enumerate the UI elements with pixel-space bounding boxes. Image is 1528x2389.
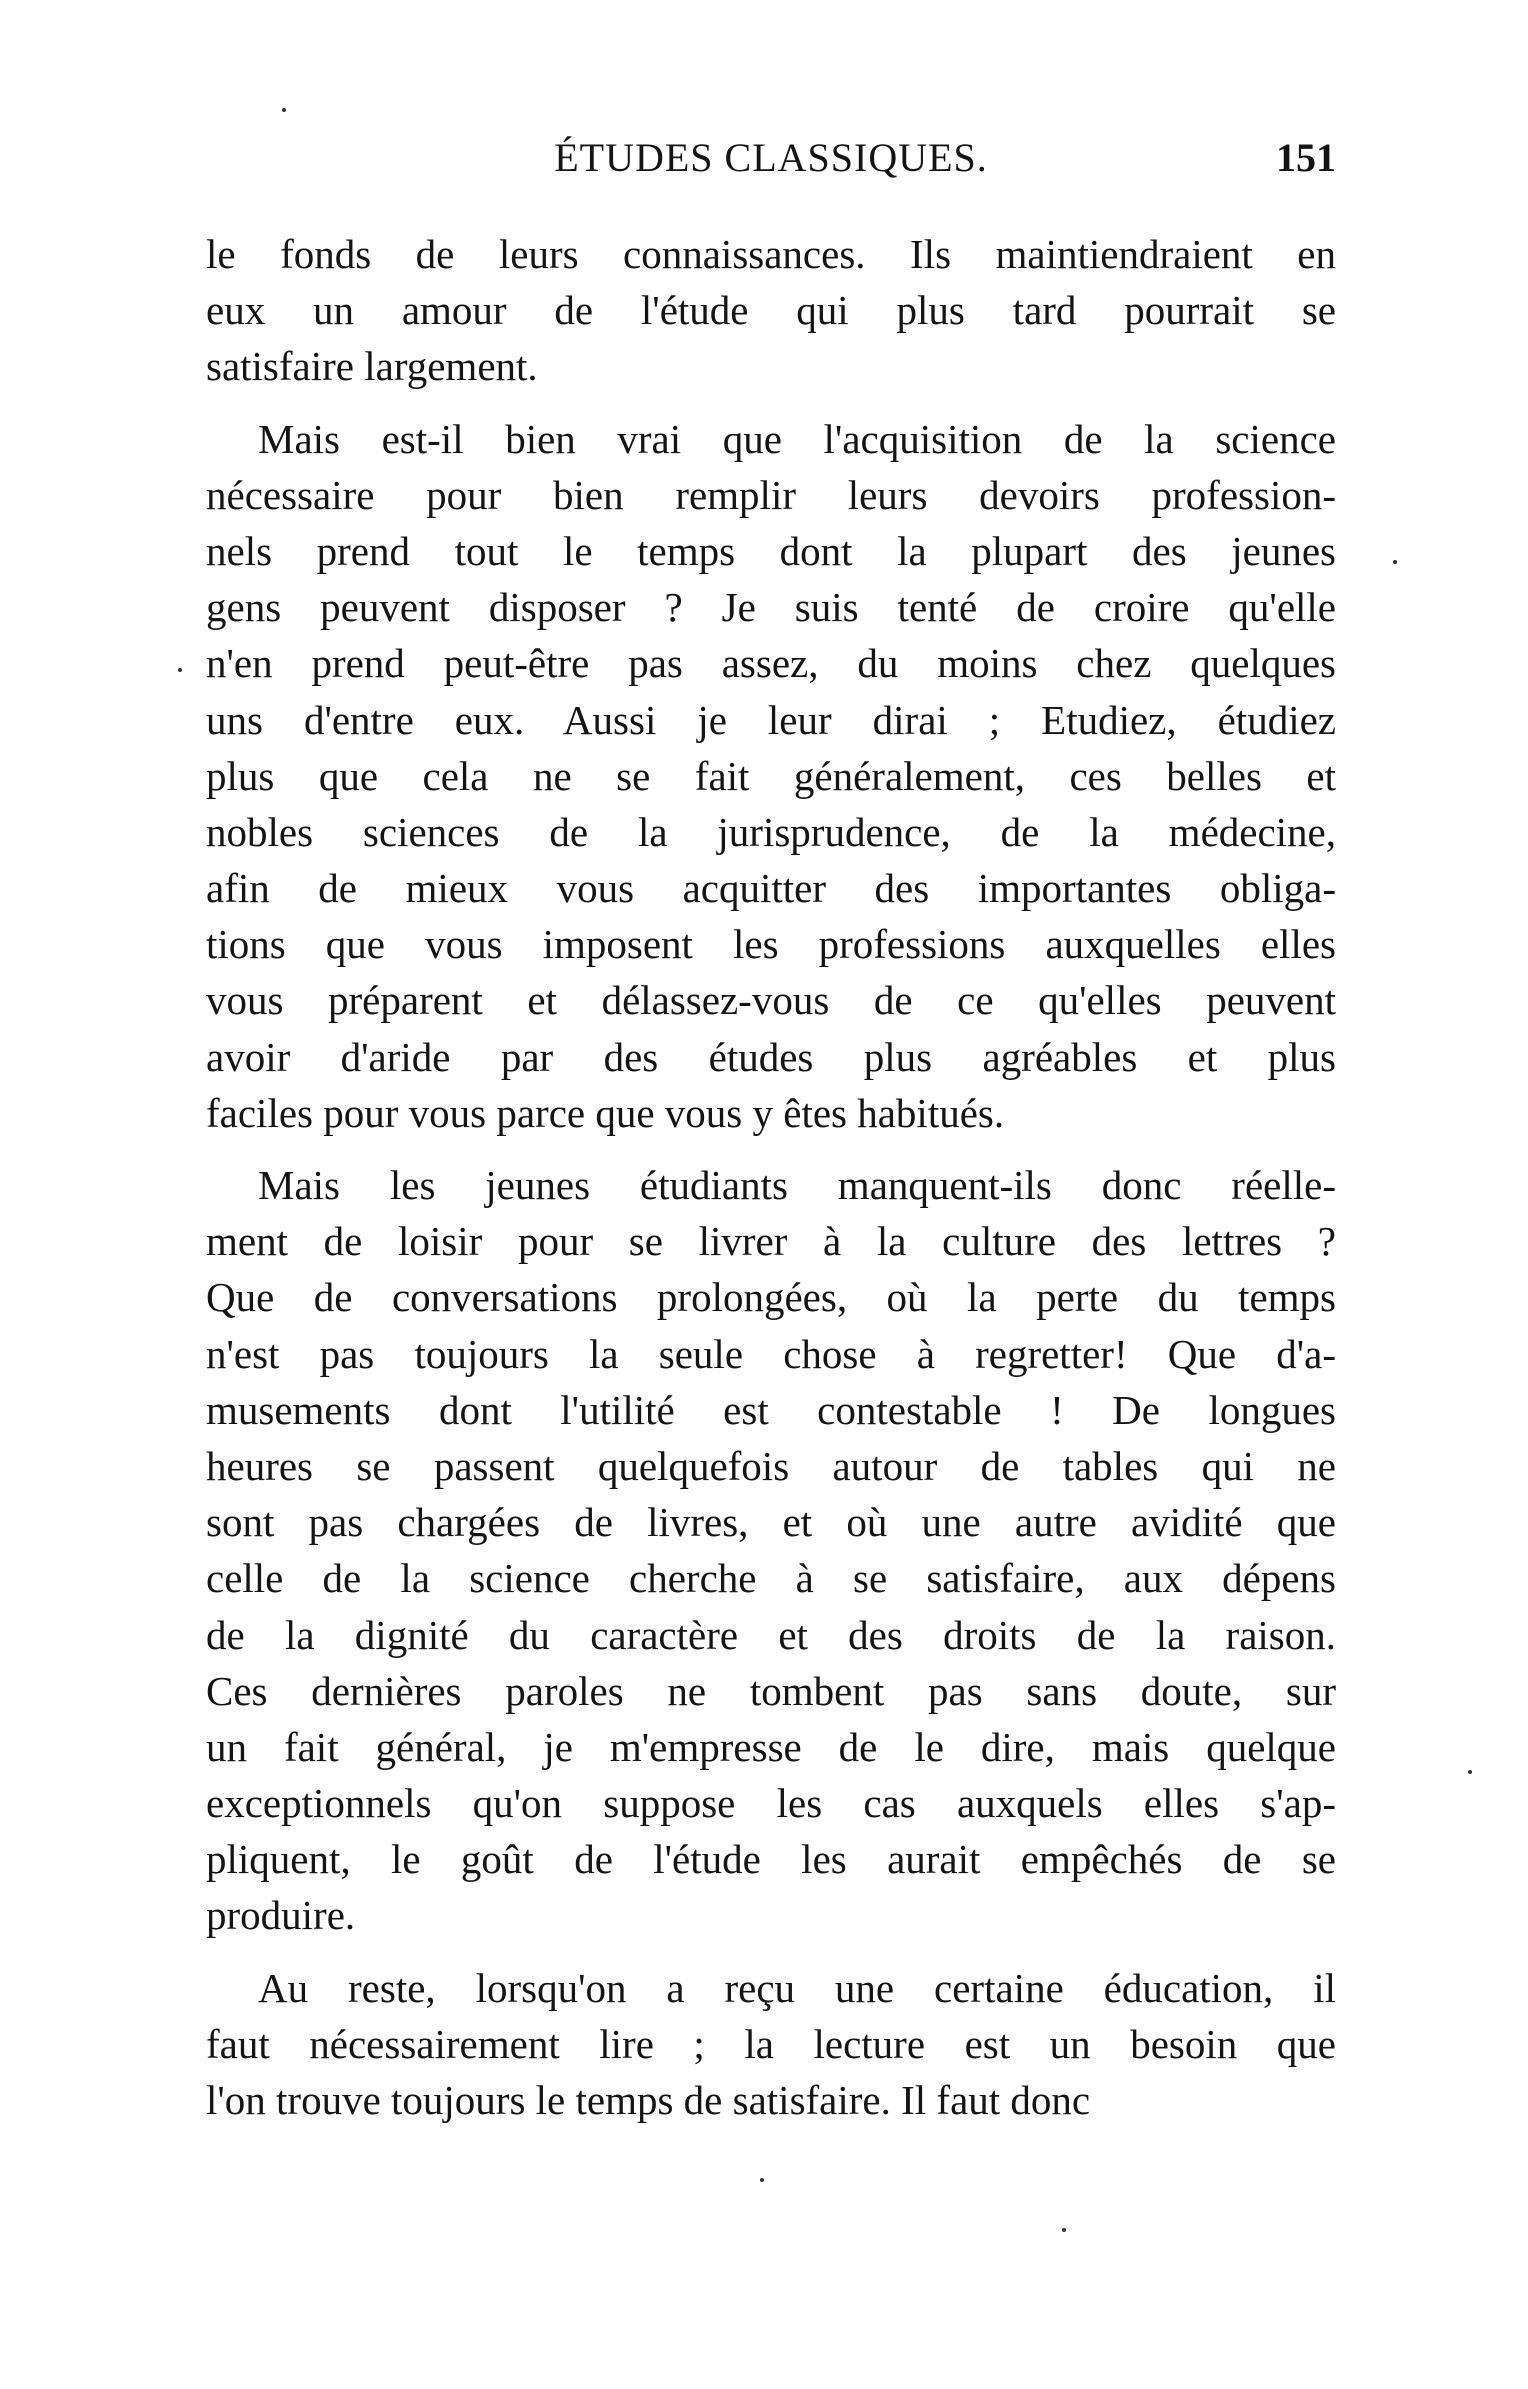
text-line: afin de mieux vous acquitter des importantes obliga- bbox=[206, 865, 1336, 912]
text-line: vous préparent et délassez-vous de ce qu'elles peuvent bbox=[206, 977, 1336, 1024]
page-number: 151 bbox=[1276, 135, 1336, 180]
text-line: faciles pour vous parce que vous y êtes habitués. bbox=[206, 1089, 1005, 1136]
scan-speck bbox=[1062, 2228, 1066, 2232]
text-line: pliquent, le goût de l'étude les aurait empêchés de se bbox=[206, 1836, 1336, 1883]
text-line: satisfaire largement. bbox=[206, 343, 538, 390]
text-line: heures se passent quelquefois autour de tables qui ne bbox=[206, 1442, 1336, 1489]
text-line: produire. bbox=[206, 1892, 356, 1939]
text-line: nécessaire pour bien remplir leurs devoirs profession- bbox=[206, 471, 1336, 518]
text-line: celle de la science cherche à se satisfaire, aux dépens bbox=[206, 1555, 1336, 1602]
text-line: sont pas chargées de livres, et où une autre avidité que bbox=[206, 1499, 1336, 1546]
text-line: uns d'entre eux. Aussi je leur dirai ; Etudiez, étudiez bbox=[206, 696, 1336, 743]
running-title: ÉTUDES CLASSIQUES. bbox=[554, 135, 988, 180]
paragraph bbox=[206, 226, 1336, 395]
scan-speck bbox=[1393, 560, 1397, 564]
text-line: de la dignité du caractère et des droits de la raison. bbox=[206, 1611, 1336, 1658]
text-line: un fait général, je m'empresse de le dire, mais quelque bbox=[206, 1723, 1336, 1770]
text-line: tions que vous imposent les professions auxquelles elles bbox=[206, 921, 1336, 968]
scan-speck bbox=[760, 2178, 764, 2182]
text-line: faut nécessairement lire ; la lecture est un besoin que bbox=[206, 2020, 1336, 2067]
text-line: l'on trouve toujours le temps de satisfaire. Il faut donc bbox=[206, 2077, 1091, 2123]
text-line: Que de conversations prolongées, où la perte du temps bbox=[206, 1274, 1336, 1321]
scan-speck bbox=[178, 668, 182, 672]
text-line: nels prend tout le temps dont la plupart des jeunes bbox=[206, 527, 1336, 574]
text-line: plus que cela ne se fait généralement, ces belles et bbox=[206, 752, 1336, 799]
text-line: exceptionnels qu'on suppose les cas auxquels elles s'ap- bbox=[206, 1780, 1336, 1827]
scan-speck bbox=[282, 108, 286, 112]
text-line: n'est pas toujours la seule chose à regretter! Que d'a- bbox=[206, 1330, 1336, 1377]
text-line: Mais est-il bien vrai que l'acquisition de la science bbox=[258, 415, 1336, 462]
paragraph bbox=[206, 1960, 1336, 2129]
text-line: avoir d'aride par des études plus agréables et plus bbox=[206, 1033, 1336, 1080]
text-line: ment de loisir pour se livrer à la culture des lettres ? bbox=[206, 1218, 1336, 1265]
body-text bbox=[206, 226, 1336, 2144]
text-line: eux un amour de l'étude qui plus tard pourrait se bbox=[206, 287, 1336, 334]
text-line: n'en prend peut-être pas assez, du moins chez quelques bbox=[206, 640, 1336, 687]
text-line: Ces dernières paroles ne tombent pas sans doute, sur bbox=[206, 1667, 1336, 1714]
paragraph bbox=[206, 411, 1336, 1141]
text-line: Au reste, lorsqu'on a reçu une certaine éducation, il bbox=[258, 1964, 1336, 2011]
text-line: musements dont l'utilité est contestable ! De longues bbox=[206, 1386, 1336, 1433]
scan-speck bbox=[1468, 1770, 1472, 1774]
text-line: gens peuvent disposer ? Je suis tenté de croire qu'elle bbox=[206, 584, 1336, 631]
text-line: Mais les jeunes étudiants manquent-ils donc réelle- bbox=[258, 1162, 1336, 1208]
text-line: le fonds de leurs connaissances. Ils maintiendraient en bbox=[206, 231, 1336, 277]
text-line: nobles sciences de la jurisprudence, de la médecine, bbox=[206, 808, 1336, 855]
running-head bbox=[206, 128, 1336, 188]
paragraph bbox=[206, 1157, 1336, 1944]
